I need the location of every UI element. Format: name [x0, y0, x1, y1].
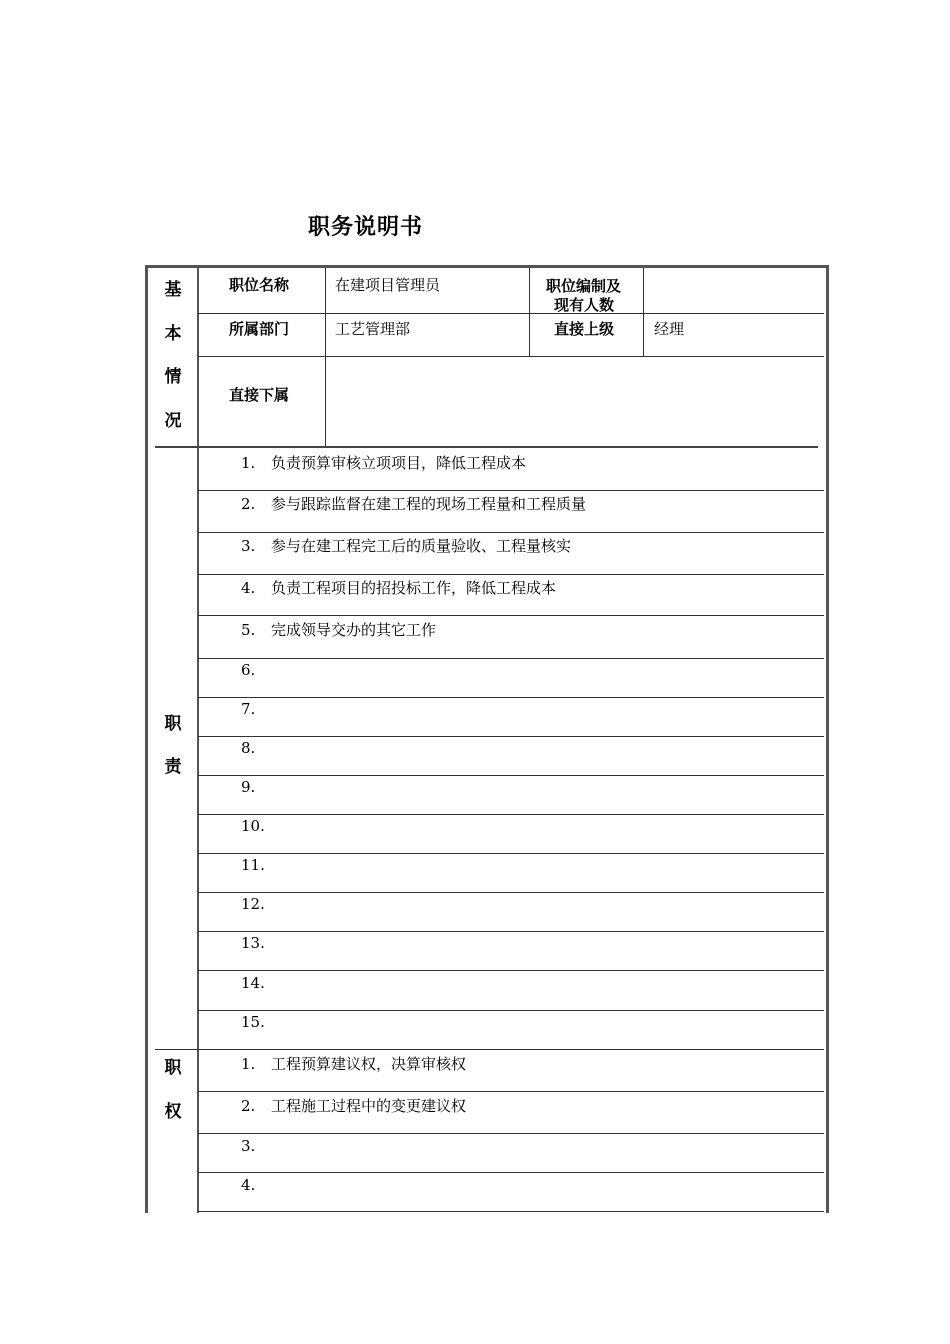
- authority-row-divider: [198, 1133, 824, 1134]
- side-label-basic-2: 本: [164, 324, 182, 344]
- duty-row-divider: [198, 490, 824, 491]
- duty-row-divider: [198, 814, 824, 815]
- duty-item: 10.: [241, 817, 265, 835]
- department-value: 工艺管理部: [335, 320, 411, 338]
- duty-item: 3. 参与在建工程完工后的质量验收、工程量核实: [241, 537, 572, 555]
- headcount-label-line1: 职位编制及: [546, 277, 622, 295]
- duty-item: 11.: [241, 856, 265, 874]
- duty-row-divider: [198, 615, 824, 616]
- side-label-basic-1: 基: [164, 280, 182, 300]
- supervisor-value: 经理: [654, 320, 685, 338]
- duty-row-divider: [198, 853, 824, 854]
- authority-item: 2. 工程施工过程中的变更建议权: [241, 1097, 467, 1115]
- duty-row-divider: [198, 892, 824, 893]
- duty-item: 1. 负责预算审核立项项目，降低工程成本: [241, 454, 527, 472]
- duty-item: 13.: [241, 934, 265, 952]
- authority-row-divider: [198, 1172, 824, 1173]
- side-label-duties-2: 责: [164, 757, 182, 777]
- authority-item: 1. 工程预算建议权，决算审核权: [241, 1055, 467, 1073]
- side-label-duties-1: 职: [164, 714, 182, 734]
- headcount-label-line2: 现有人数: [554, 296, 615, 314]
- duty-item: 8.: [241, 739, 256, 757]
- supervisor-label: 直接上级: [554, 320, 615, 338]
- duty-item: 9.: [241, 778, 256, 796]
- basic-row-divider-2: [198, 356, 824, 357]
- duty-item: 4. 负责工程项目的招投标工作，降低工程成本: [241, 579, 557, 597]
- duty-row-divider: [198, 1010, 824, 1011]
- position-name-value: 在建项目管理员: [335, 276, 441, 294]
- duty-row-divider: [198, 775, 824, 776]
- side-label-basic-3: 情: [164, 367, 182, 387]
- side-column-divider: [197, 268, 199, 1213]
- duty-row-divider: [198, 697, 824, 698]
- side-label-authority-2: 权: [164, 1102, 182, 1122]
- side-label-basic-4: 况: [164, 411, 182, 431]
- side-label-authority-1: 职: [164, 1058, 182, 1078]
- authority-item: 4.: [241, 1176, 256, 1194]
- duty-item: 15.: [241, 1013, 265, 1031]
- duty-row-divider: [198, 532, 824, 533]
- duty-item: 12.: [241, 895, 265, 913]
- position-name-label: 职位名称: [229, 276, 290, 294]
- duty-item: 14.: [241, 974, 265, 992]
- duty-row-divider: [198, 574, 824, 575]
- authority-row-divider: [198, 1211, 824, 1212]
- duty-item: 5. 完成领导交办的其它工作: [241, 621, 437, 639]
- authority-row-divider: [198, 1091, 824, 1092]
- duty-row-divider: [198, 658, 824, 659]
- department-label: 所属部门: [229, 320, 290, 338]
- duty-row-divider: [198, 736, 824, 737]
- section-divider-basic: [155, 446, 818, 448]
- basic-col-divider-4: [325, 357, 326, 447]
- section-divider-duties: [155, 1049, 824, 1050]
- duty-item: 2. 参与跟踪监督在建工程的现场工程量和工程质量: [241, 495, 587, 513]
- duty-item: 7.: [241, 700, 256, 718]
- duty-item: 6.: [241, 661, 256, 679]
- duty-row-divider: [198, 970, 824, 971]
- authority-item: 3.: [241, 1137, 256, 1155]
- subordinate-label: 直接下属: [229, 386, 290, 404]
- basic-row-divider-1: [198, 313, 824, 314]
- document-title: 职务说明书: [308, 215, 424, 240]
- duty-row-divider: [198, 931, 824, 932]
